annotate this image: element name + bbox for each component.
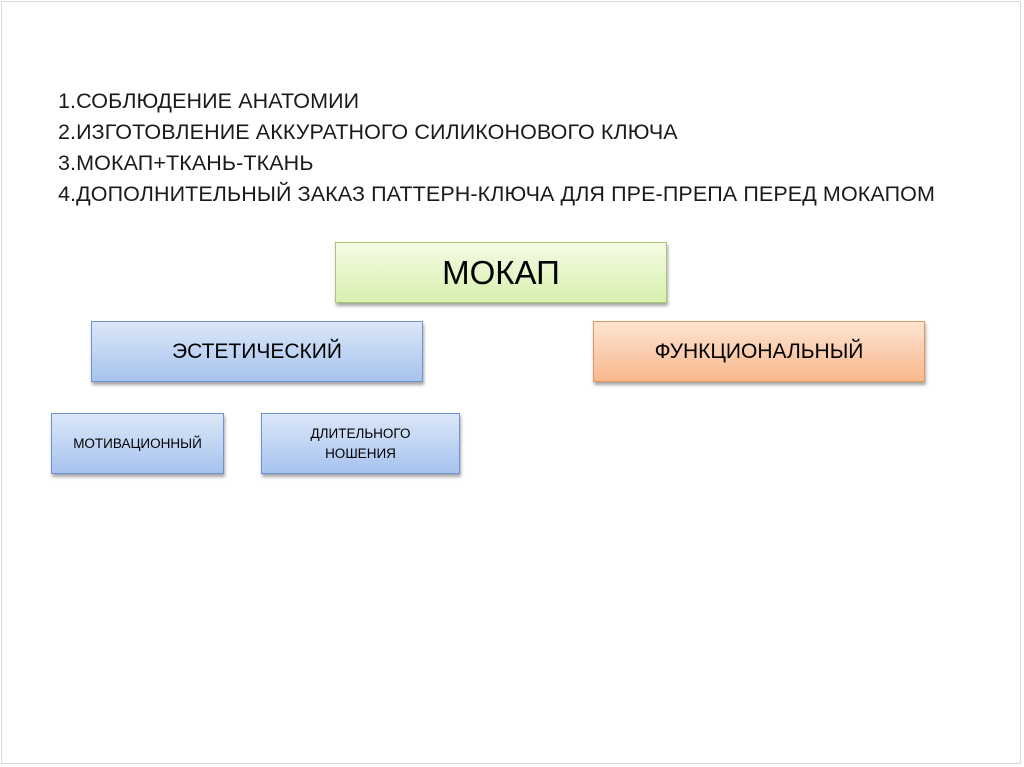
list-item: 1.СОБЛЮДЕНИЕ АНАТОМИИ <box>58 89 360 113</box>
long-wear-box <box>261 413 460 474</box>
mockup-root-box <box>335 242 667 303</box>
list-item: 3.МОКАП+ТКАНЬ-ТКАНЬ <box>58 151 314 175</box>
long-wear-label: ДЛИТЕЛЬНОГО НОШЕНИЯ <box>310 425 411 461</box>
functional-label: ФУНКЦИОНАЛЬНЫЙ <box>654 339 864 363</box>
motivational-box <box>51 413 224 474</box>
mockup-root-label: МОКАП <box>442 253 560 291</box>
list-item: 4.ДОПОЛНИТЕЛЬНЫЙ ЗАКАЗ ПАТТЕРН-КЛЮЧА ДЛЯ ПРЕ-ПРЕПА ПЕРЕД МОКАПОМ <box>58 182 935 206</box>
aesthetic-label: ЭСТЕТИЧЕСКИЙ <box>172 339 342 363</box>
functional-box <box>593 321 925 382</box>
slide <box>1 1 1021 764</box>
motivational-label: МОТИВАЦИОННЫЙ <box>73 435 202 451</box>
aesthetic-box <box>91 321 423 382</box>
requirements-list <box>58 86 935 210</box>
list-item: 2.ИЗГОТОВЛЕНИЕ АККУРАТНОГО СИЛИКОНОВОГО КЛЮЧА <box>58 120 678 144</box>
